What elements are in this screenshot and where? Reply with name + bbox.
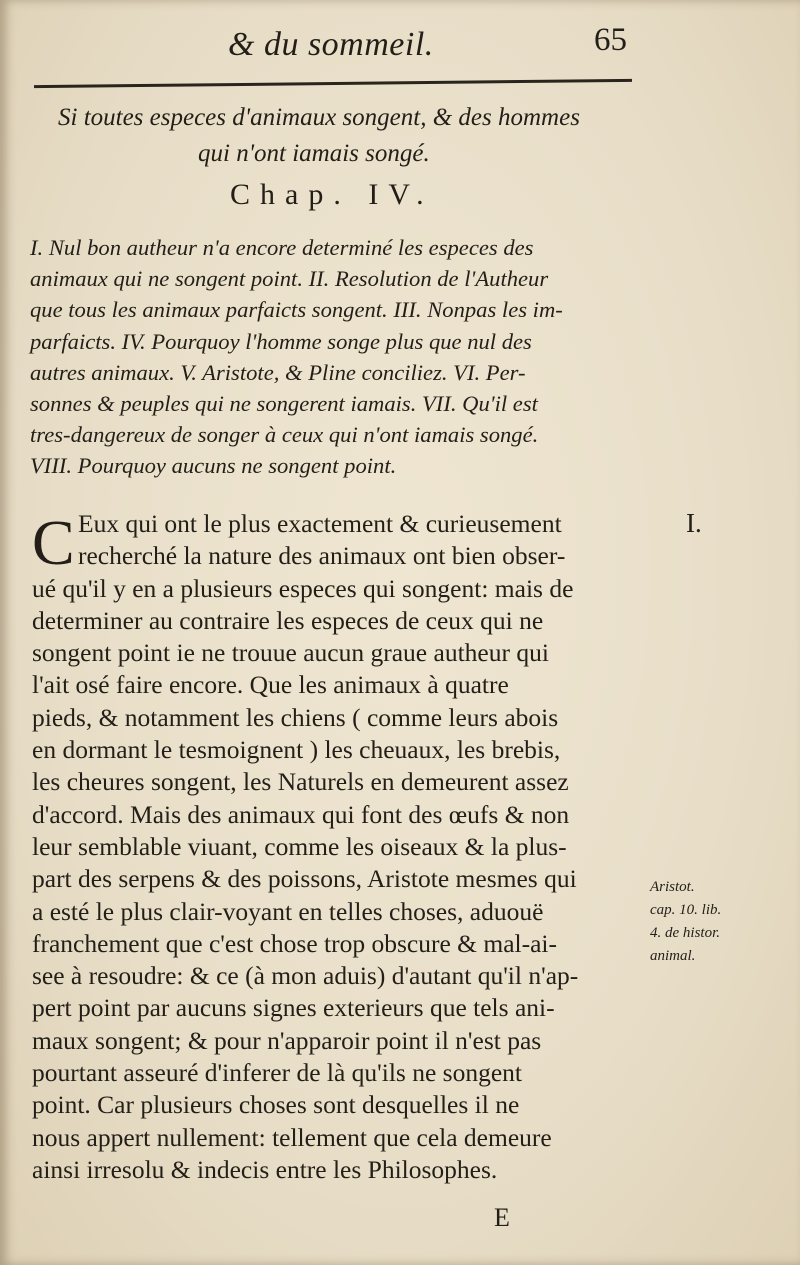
summary-line: VIII. Pourquoy aucuns ne songent point. — [30, 453, 397, 479]
body-line: part des serpens & des poissons, Aristote mesmes qui — [32, 864, 577, 894]
chapter-title-line-2: qui n'ont iamais songé. — [198, 140, 430, 167]
summary-line: autres animaux. V. Aristote, & Pline conciliez. VI. Per- — [30, 359, 526, 385]
margin-note — [650, 876, 780, 968]
margin-note-line: animal. — [650, 948, 696, 964]
body-line: les cheures songent, les Naturels en demeurent assez — [32, 767, 569, 797]
chapter-title — [58, 100, 638, 172]
summary-line: sonnes & peuples qui ne songerent iamais. VII. Qu'il est — [30, 391, 538, 417]
body-line: en dormant le tesmoignent ) les cheuaux, les brebis, — [32, 735, 561, 765]
summary-line: I. Nul bon autheur n'a encore determiné les especes des — [30, 235, 534, 260]
margin-note-line: Aristot. — [650, 879, 695, 895]
body-line: songent point ie ne trouue aucun graue autheur qui — [32, 638, 549, 668]
chapter-summary — [30, 232, 642, 482]
summary-line: que tous les animaux parfaicts songent. III. Nonpas les im- — [30, 297, 563, 323]
body-line: see à resoudre: & ce (à mon aduis) d'autant qu'il n'ap- — [32, 961, 579, 991]
body-line: leur semblable viuant, comme les oiseaux & la plus- — [32, 831, 567, 861]
body-line: recherché la nature des animaux ont bien obser- — [78, 541, 566, 571]
margin-note-line: cap. 10. lib. — [650, 902, 722, 918]
summary-line: animaux qui ne songent point. II. Resolution de l'Autheur — [30, 266, 549, 292]
summary-line: parfaicts. IV. Pourquoy l'homme songe plus que nul des — [30, 328, 532, 354]
body-line: franchement que c'est chose trop obscure & mal-ai- — [32, 928, 558, 958]
body-line: maux songent; & pour n'apparoir point il n'est pas — [32, 1025, 542, 1055]
body-text — [32, 508, 644, 1186]
body-line: d'accord. Mais des animaux qui font des œufs & non — [32, 799, 570, 829]
body-line: Eux qui ont le plus exactement & curieusement — [78, 509, 562, 538]
page-number: 65 — [594, 22, 627, 58]
summary-line: tres-dangereux de songer à ceux qui n'ont iamais songé. — [30, 422, 539, 448]
chapter-heading: Chap. IV. — [230, 178, 434, 211]
margin-section-number: I. — [686, 508, 702, 538]
body-line: ainsi irresolu & indecis entre les Philosophes. — [32, 1154, 498, 1184]
catchword: E — [494, 1203, 510, 1232]
body-line: pert point par aucuns signes exterieurs que tels ani- — [32, 993, 555, 1023]
body-line: point. Car plusieurs choses sont desquelles il ne — [32, 1090, 520, 1120]
running-head: & du sommeil. — [228, 26, 434, 63]
body-line: determiner au contraire les especes de ceux qui ne — [32, 605, 544, 635]
body-line: pieds, & notamment les chiens ( comme leurs abois — [32, 702, 559, 732]
chapter-title-line-1: Si toutes especes d'animaux songent, & des hommes — [58, 104, 580, 131]
header-rule — [34, 79, 632, 88]
body-line: a esté le plus clair-voyant en telles choses, aduouë — [32, 896, 544, 926]
body-line: l'ait osé faire encore. Que les animaux à quatre — [32, 670, 509, 700]
margin-note-line: 4. de histor. — [650, 925, 721, 941]
body-line: nous appert nullement: tellement que cela demeure — [32, 1122, 552, 1152]
body-line: ué qu'il y en a plusieurs especes qui songent: mais de — [32, 573, 574, 603]
drop-capital: C — [32, 507, 75, 578]
body-line: pourtant asseuré d'inferer de là qu'ils ne songent — [32, 1058, 522, 1088]
